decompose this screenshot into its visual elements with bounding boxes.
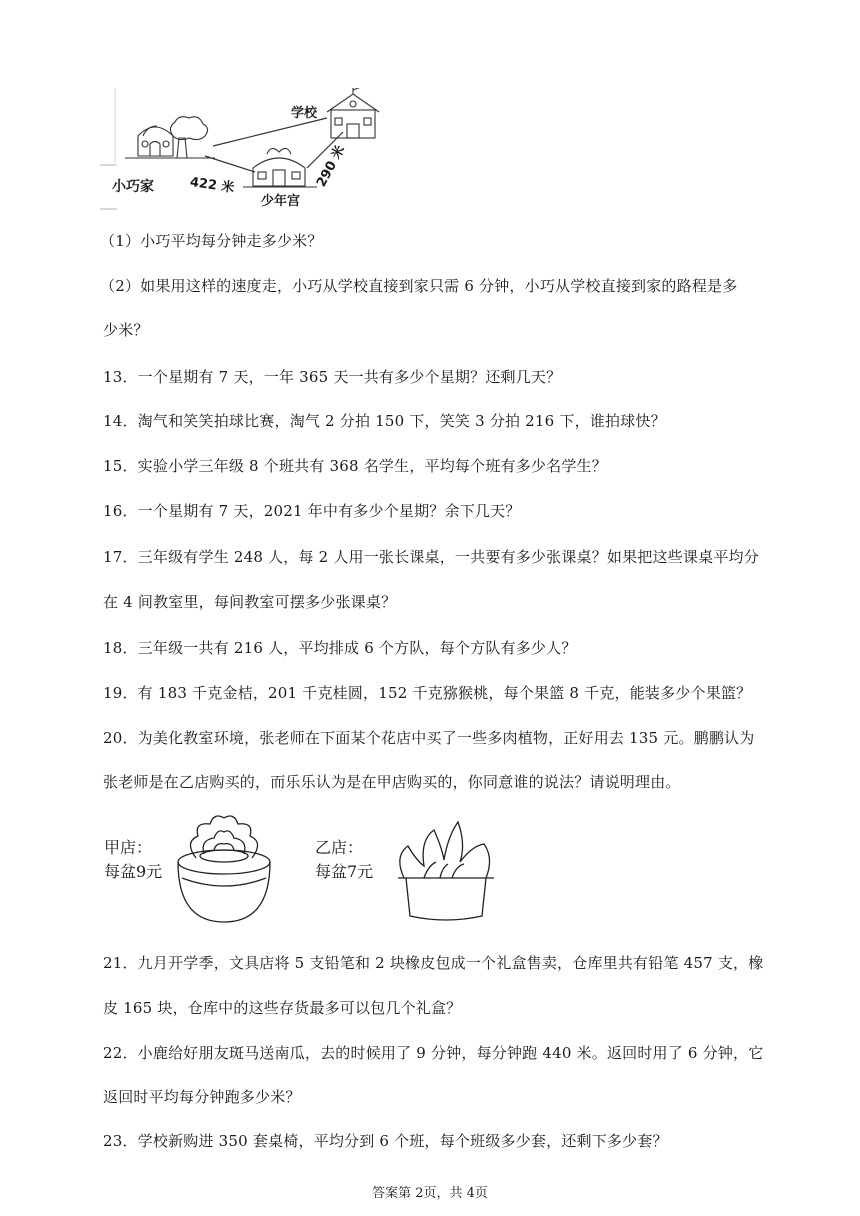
home-label: 小巧家: [112, 179, 154, 195]
text-line: （2）如果用这样的速度走，小巧从学校直接到家只需 6 分钟，小巧从学校直接到家的路程是多: [100, 277, 738, 295]
text-line: 15．实验小学三年级 8 个班共有 368 名学生，平均每个班有多少名学生？: [103, 457, 607, 475]
shop-a-label: [104, 836, 162, 884]
shop-b-name: 乙店：: [315, 838, 364, 857]
palace-label: 少年宫: [261, 194, 301, 209]
distance-palace-school: 290 米: [313, 143, 349, 190]
text-line: 21．九月开学季，文具店将 5 支铅笔和 2 块橡皮包成一个礼盒售卖，仓库里共有铅笔 457 支，橡: [103, 954, 764, 972]
text-line: 18．三年级一共有 216 人，平均排成 6 个方队，每个方队有多少人？: [103, 639, 577, 657]
distance-home-palace: 422 米: [188, 174, 236, 197]
school-label: 学校: [291, 106, 318, 121]
text-line: 13．一个星期有 7 天，一年 365 天一共有多少个星期？还剩几天？: [103, 368, 562, 386]
shop-a-price: 每盆9元: [104, 862, 163, 881]
text-line: 20．为美化教室环境，张老师在下面某个花店中买了一些多肉植物，正好用去 135 元。鹏鹏认为: [103, 729, 755, 747]
text-line: 在 4 间教室里，每间教室可摆多少张课桌？: [103, 593, 397, 611]
text-line: 22．小鹿给好朋友斑马送南瓜，去的时候用了 9 分钟，每分钟跑 440 米。返回时用了 6 分钟，它: [103, 1044, 764, 1062]
text-line: 皮 165 块，仓库中的这些存货最多可以包几个礼盒？: [103, 999, 462, 1017]
shop-b-price: 每盆7元: [315, 862, 374, 881]
text-line: 14．淘气和笑笑拍球比赛，淘气 2 分拍 150 下，笑笑 3 分拍 216 下，谁拍球快？: [103, 412, 666, 430]
text-line: 17．三年级有学生 248 人，每 2 人用一张长课桌，一共要有多少张课桌？如果把这些课桌平均分: [103, 548, 759, 566]
shop-b-label: [315, 836, 373, 884]
map-figure: [95, 88, 395, 213]
page-footer: 答案第 2页，共 4页: [372, 1186, 488, 1201]
text-line: 23．学校新购进 350 套桌椅，平均分到 6 个班，每个班级多少套，还剩下多少套？: [103, 1132, 668, 1150]
succulent-a-image: [174, 814, 274, 926]
text-line: 少米？: [103, 321, 149, 339]
text-line: （1）小巧平均每分钟走多少米？: [100, 232, 323, 250]
succulent-b-image: [394, 816, 498, 922]
text-line: 张老师是在乙店购买的，而乐乐认为是在甲店购买的，你同意谁的说法？请说明理由。: [103, 773, 681, 791]
shop-a-name: 甲店：: [104, 838, 153, 857]
text-line: 19．有 183 千克金桔，201 千克桂圆，152 千克猕猴桃，每个果篮 8 千克，能装多少个果篮？: [103, 684, 752, 702]
text-line: 返回时平均每分钟跑多少米？: [103, 1088, 301, 1106]
text-line: 16．一个星期有 7 天，2021 年中有多少个星期？余下几天？: [103, 502, 521, 520]
